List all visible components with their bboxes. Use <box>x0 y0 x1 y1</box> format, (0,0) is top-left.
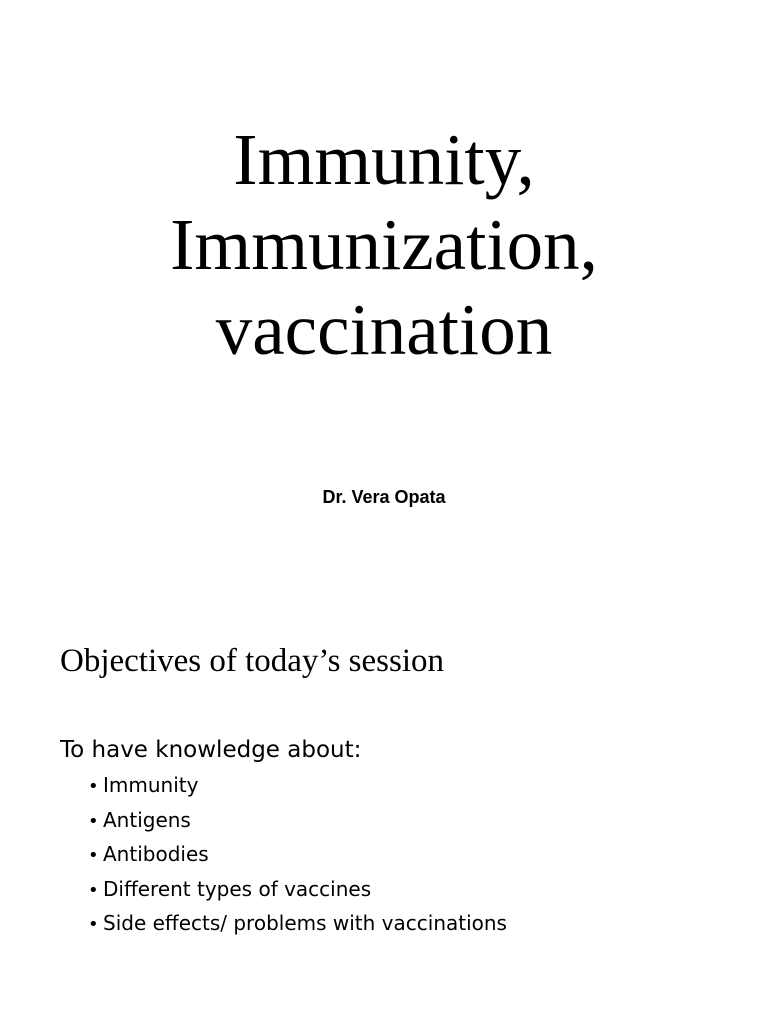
author-name: Dr. Vera Opata <box>322 487 446 507</box>
bullet-icon: • <box>88 845 99 866</box>
list-item <box>88 769 507 804</box>
bullet-icon: • <box>88 810 99 832</box>
title-line-3: vaccination <box>215 289 553 370</box>
objectives-intro: To have knowledge about: <box>60 737 362 763</box>
list-item-text: Antibodies <box>103 842 209 866</box>
bullet-icon: • <box>88 914 99 935</box>
list-item-text: Immunity <box>103 773 199 797</box>
objectives-heading: Objectives of today’s session <box>60 643 445 679</box>
bullet-icon: • <box>88 879 99 901</box>
objectives-list <box>88 769 507 942</box>
list-item-text: Side effects/ problems with vaccinations <box>103 911 507 935</box>
title-line-1: Immunity, <box>233 119 535 200</box>
list-item-text: Different types of vaccines <box>103 876 372 901</box>
list-item <box>88 873 507 908</box>
bullet-icon: • <box>88 776 99 797</box>
list-item <box>88 804 507 839</box>
slide-title <box>0 117 768 372</box>
title-line-2: Immunization, <box>170 204 598 285</box>
list-item <box>88 907 507 942</box>
list-item <box>88 838 507 873</box>
list-item-text: Antigens <box>103 807 191 832</box>
